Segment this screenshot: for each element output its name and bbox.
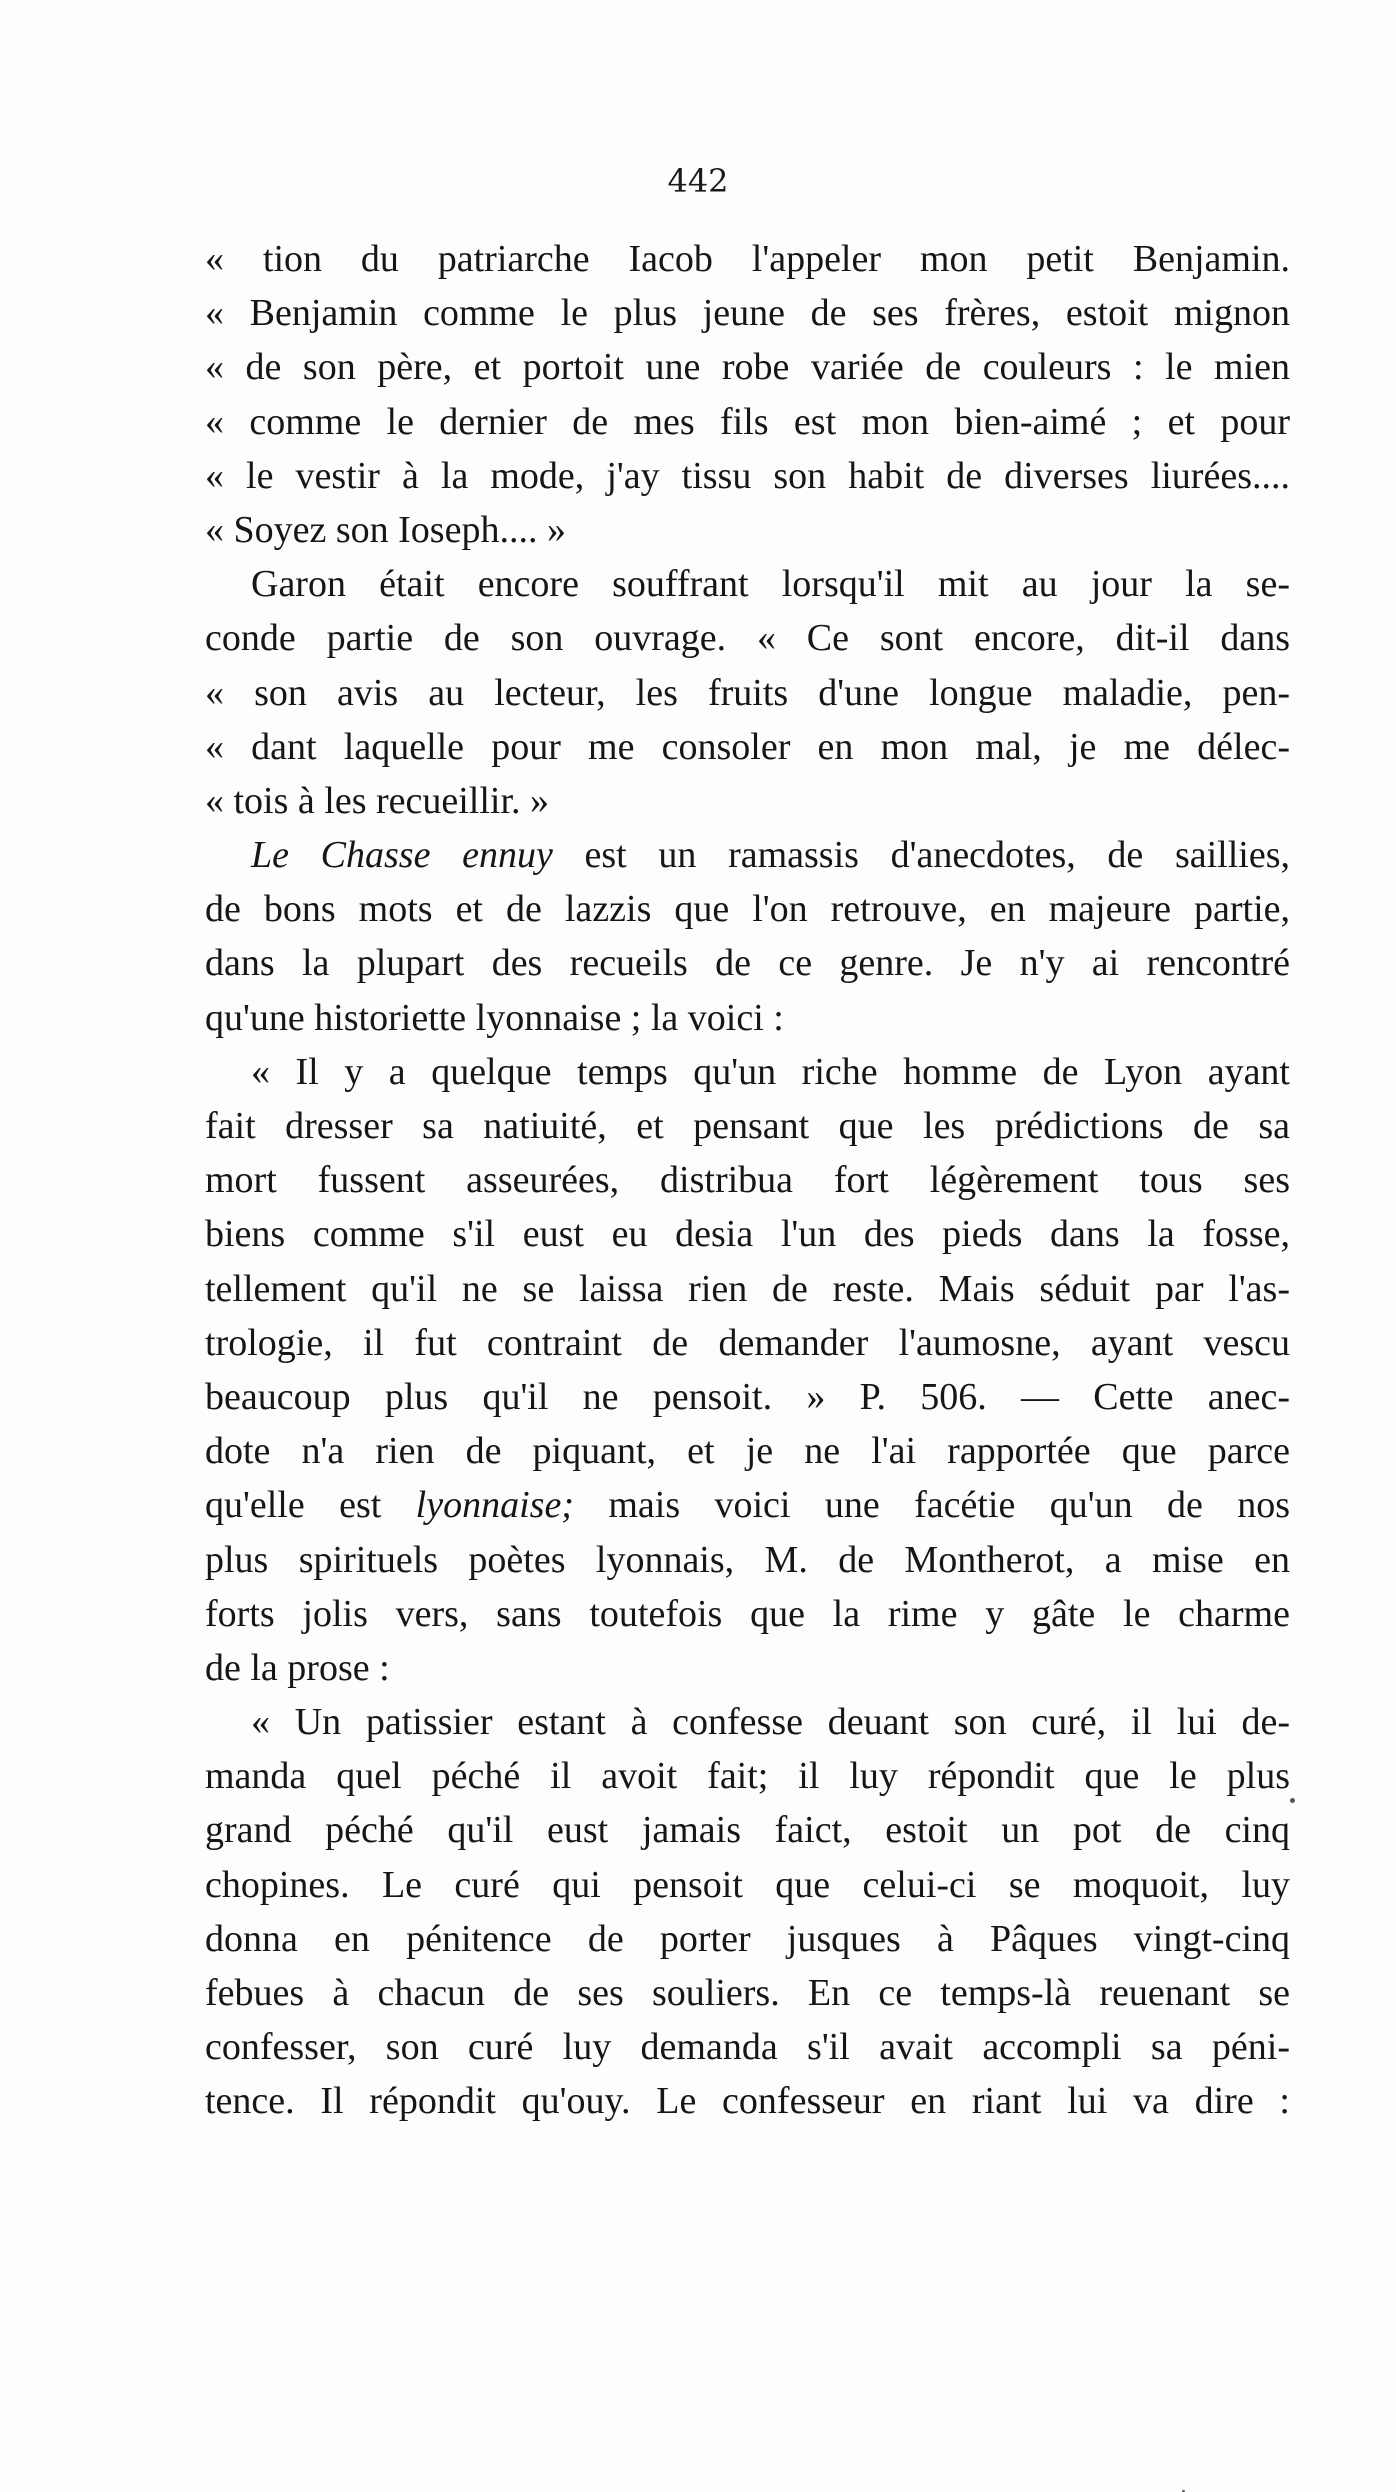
text-line (205, 503, 1290, 557)
text-line (205, 1695, 1290, 1749)
text-line (205, 232, 1290, 286)
text-segment: Garon était encore souffrant lorsqu'il mit au jour la se- (251, 563, 1290, 606)
text-line (205, 1803, 1290, 1857)
text-segment: qu'elle est (205, 1484, 416, 1527)
text-segment: febues à chacun de ses souliers. En ce temps-là reuenant se (205, 1972, 1290, 2014)
text-segment: de bons mots et de lazzis que l'on retrouve, en majeure partie, (205, 888, 1290, 931)
text-segment: chopines. Le curé qui pensoit que celui-ci se moquoit, luy (205, 1863, 1290, 1906)
text-segment: est un ramassis d'anecdotes, de saillies, (552, 834, 1290, 877)
text-line (205, 1966, 1290, 2020)
text-line (205, 611, 1290, 665)
text-line (205, 1641, 1290, 1695)
text-segment: « son avis au lecteur, les fruits d'une longue maladie, pen- (205, 671, 1290, 714)
text-line (205, 340, 1290, 394)
text-line (205, 1099, 1290, 1153)
text-segment: « Soyez son Ioseph.... » (205, 508, 566, 551)
text-segment: beaucoup plus qu'il ne pensoit. » P. 506. — Cette anec- (205, 1375, 1290, 1418)
text-segment: tence. Il répondit qu'ouy. Le confesseur en riant lui va dire : (205, 2080, 1290, 2123)
text-segment: confesser, son curé luy demanda s'il avait accompli sa péni- (205, 2026, 1290, 2069)
text-line (205, 666, 1290, 720)
text-line (205, 1316, 1290, 1370)
text-line (205, 828, 1290, 882)
text-segment: trologie, il fut contraint de demander l'aumosne, ayant vescu (205, 1321, 1290, 1364)
text-segment: « Il y a quelque temps qu'un riche homme de Lyon ayant (251, 1050, 1290, 1093)
text-line (205, 1045, 1290, 1099)
text-segment: manda quel péché il avoit fait; il luy répondit que le plus (205, 1755, 1290, 1798)
text-segment: mais voici une facétie qu'un de nos (573, 1484, 1290, 1527)
text-line (205, 936, 1290, 990)
italic-text: Le Chasse ennuy (251, 834, 553, 877)
text-segment: plus spirituels poètes lyonnais, M. de Montherot, a mise en (205, 1538, 1290, 1581)
text-segment: dans la plupart des recueils de ce genre. Je n'y ai rencontré (205, 942, 1290, 985)
text-line (205, 1153, 1290, 1207)
text-line (205, 286, 1290, 340)
text-segment: donna en pénitence de porter jusques à Pâques vingt-cinq (205, 1917, 1290, 1960)
text-segment: fait dresser sa natiuité, et pensant que les prédictions de sa (205, 1105, 1290, 1147)
text-segment: tellement qu'il ne se laissa rien de reste. Mais séduit par l'as- (205, 1267, 1290, 1310)
text-segment: « de son père, et portoit une robe variée de couleurs : le mien (205, 346, 1290, 389)
text-segment: biens comme s'il eust eu desia l'un des pieds dans la fosse, (205, 1213, 1290, 1256)
text-line (205, 774, 1290, 828)
text-line (205, 991, 1290, 1045)
text-segment: grand péché qu'il eust jamais faict, estoit un pot de cinq (205, 1809, 1290, 1852)
text-line (205, 1478, 1290, 1532)
text-line (205, 2020, 1290, 2074)
text-segment: « Un patissier estant à confesse deuant son curé, il lui de- (251, 1701, 1290, 1744)
page-number: 442 (667, 162, 729, 200)
text-line (205, 1533, 1290, 1587)
text-line (205, 1749, 1290, 1803)
text-segment: de la prose : (205, 1646, 390, 1689)
text-segment: forts jolis vers, sans toutefois que la rime y gâte le charme (205, 1592, 1290, 1635)
text-segment: « tois à les recueillir. » (205, 779, 550, 822)
text-line (205, 1587, 1290, 1641)
text-line (205, 1262, 1290, 1316)
text-segment: « dant laquelle pour me consoler en mon mal, je me délec- (205, 725, 1290, 768)
print-speck (1290, 1798, 1295, 1803)
text-segment: dote n'a rien de piquant, et je ne l'ai rapportée que parce (205, 1430, 1290, 1473)
text-segment: « Benjamin comme le plus jeune de ses frères, estoit mignon (205, 292, 1290, 335)
text-segment: « le vestir à la mode, j'ay tissu son habit de diverses liurées.... (205, 454, 1290, 497)
text-line (205, 882, 1290, 936)
text-line (205, 557, 1290, 611)
text-line (205, 449, 1290, 503)
text-line (205, 2074, 1290, 2128)
body-text (205, 232, 1290, 2129)
text-line (205, 1370, 1290, 1424)
italic-text: lyonnaise; (415, 1484, 574, 1527)
text-segment: mort fussent asseurées, distribua fort légèrement tous ses (205, 1159, 1290, 1202)
text-segment: « tion du patriarche Iacob l'appeler mon petit Benjamin. (205, 238, 1290, 280)
text-segment: qu'une historiette lyonnaise ; la voici : (205, 996, 784, 1039)
text-segment: conde partie de son ouvrage. « Ce sont encore, dit-il dans (205, 617, 1290, 660)
text-line (205, 1424, 1290, 1478)
text-line (205, 720, 1290, 774)
text-line (205, 1207, 1290, 1261)
text-line (205, 1858, 1290, 1912)
text-line (205, 1912, 1290, 1966)
text-line (205, 395, 1290, 449)
text-segment: « comme le dernier de mes fils est mon bien-aimé ; et pour (205, 400, 1290, 443)
